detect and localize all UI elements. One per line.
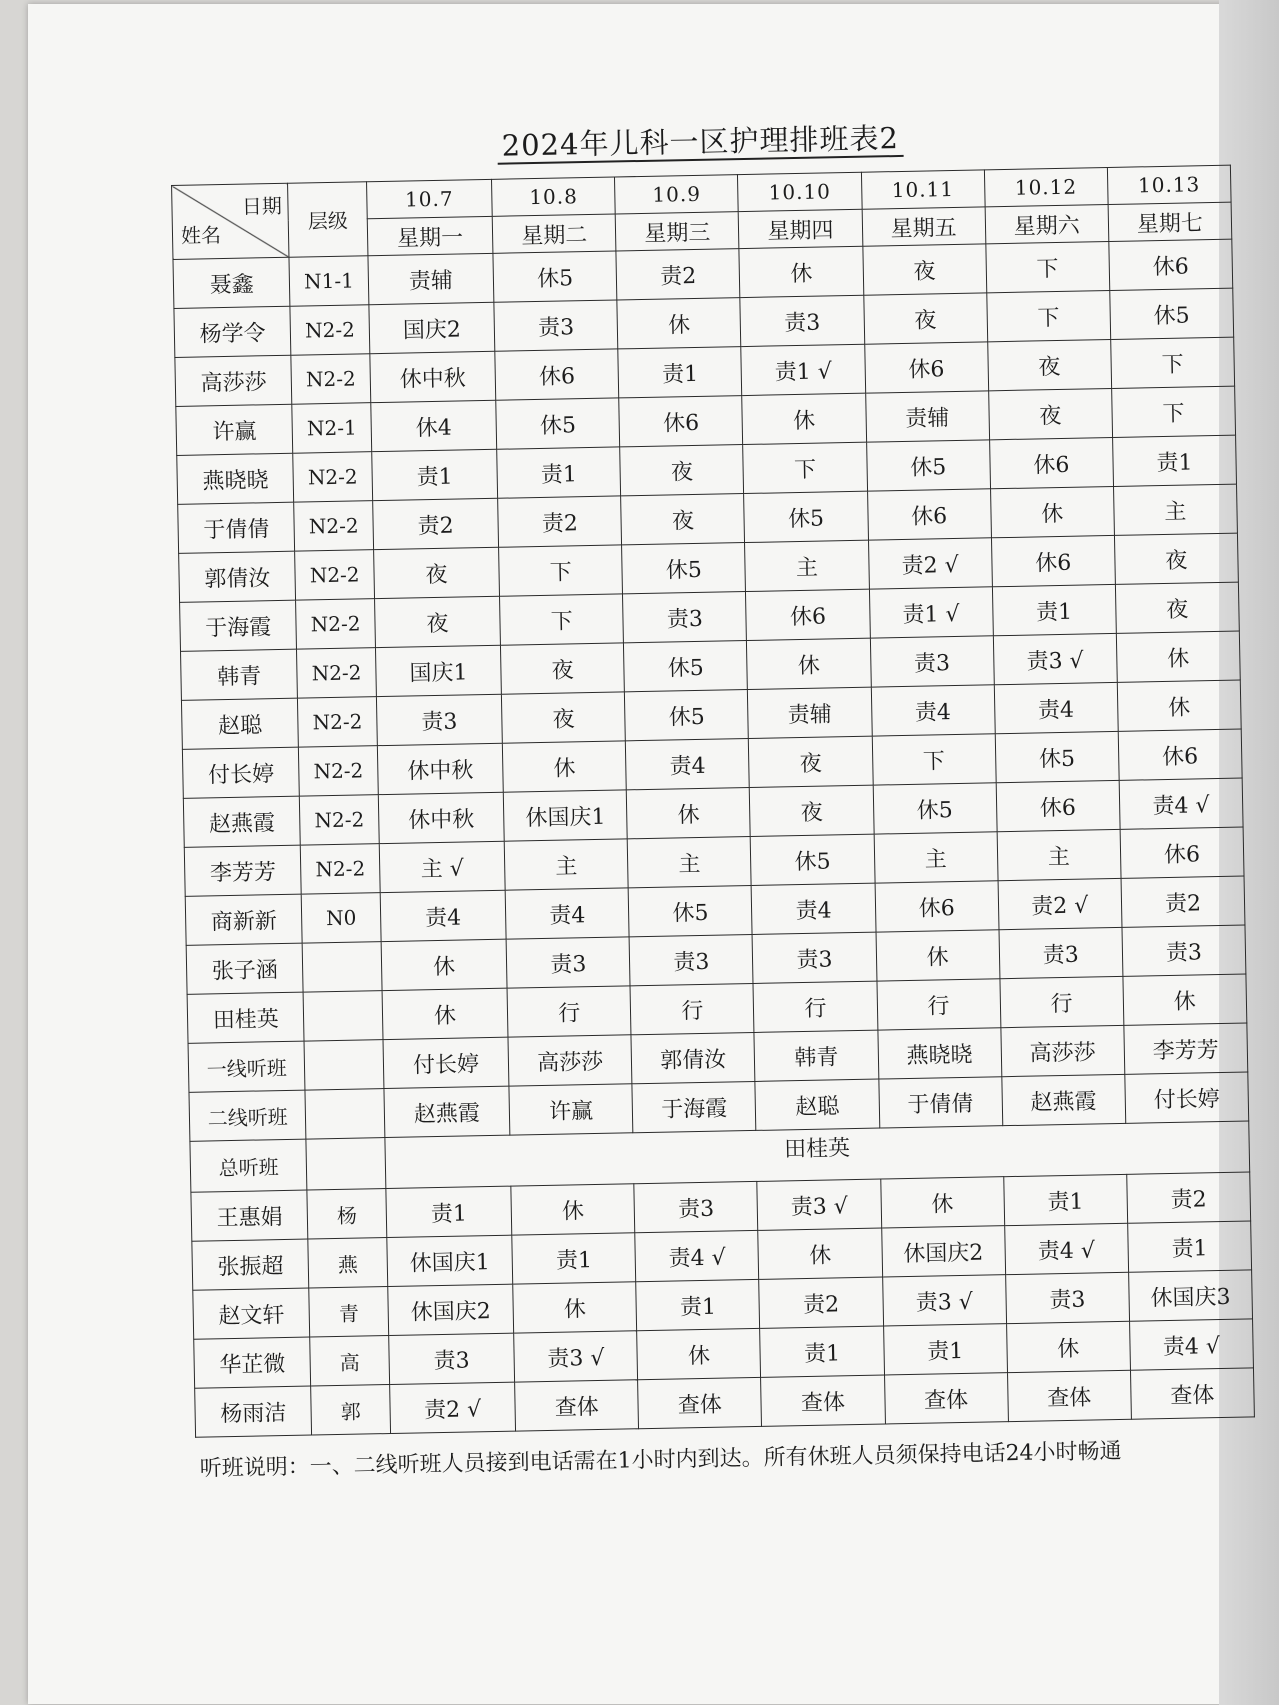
- oncall-line1-cell: 燕晓晓: [877, 1028, 1001, 1079]
- shift-cell: 休: [747, 638, 871, 689]
- shift-cell: 责4: [752, 883, 876, 934]
- shift-cell: 休: [990, 486, 1114, 537]
- mentor-group-cell: 燕: [308, 1238, 387, 1288]
- shift-cell: 责2: [1121, 876, 1245, 927]
- shift-cell: 责1: [992, 584, 1116, 635]
- shift-cell: 休: [758, 1228, 882, 1279]
- mentor-group-cell: 杨: [307, 1189, 386, 1239]
- shift-cell: 责2: [759, 1277, 883, 1328]
- shift-cell: 休6: [495, 349, 619, 400]
- shift-cell: 责1: [1112, 435, 1236, 486]
- staff-level-cell: N2-2: [295, 550, 374, 600]
- oncall-line1-cell: 高莎莎: [1001, 1025, 1125, 1076]
- shift-cell: 休: [382, 988, 508, 1039]
- shift-cell: 责1: [497, 447, 621, 498]
- shift-cell: 休6: [619, 396, 743, 447]
- staff-name-cell: 聂鑫: [173, 257, 290, 308]
- staff-name-cell: 商新新: [185, 894, 302, 945]
- weekday-cell: 星期一: [367, 216, 493, 255]
- document-title: 2024年儿科一区护理排班表2: [170, 110, 1231, 171]
- staff-level-cell: N2-2: [293, 452, 372, 502]
- shift-cell: 休中秋: [377, 743, 503, 794]
- shift-cell: 休: [1117, 680, 1241, 731]
- shift-cell: 责3: [629, 934, 753, 985]
- staff-name-cell: 杨学令: [174, 306, 291, 357]
- shift-cell: 责2 √: [868, 538, 992, 589]
- shift-cell: 责3: [388, 1333, 514, 1384]
- shift-cell: 责3: [506, 937, 630, 988]
- shift-cell: 主: [627, 836, 751, 887]
- shift-cell: 休国庆3: [1128, 1270, 1252, 1321]
- mentor-name-cell: 张振超: [192, 1239, 309, 1290]
- name-header-label: 姓名: [180, 223, 222, 248]
- shift-cell: 责1: [371, 449, 497, 500]
- date-header-label: 日期: [241, 193, 283, 219]
- shift-cell: 休6: [1118, 729, 1242, 780]
- staff-level-cell: N2-2: [300, 795, 379, 845]
- shift-cell: 行: [630, 983, 754, 1034]
- shift-cell: 休国庆1: [503, 790, 627, 841]
- staff-level-cell: [303, 991, 382, 1041]
- shift-cell: 休6: [989, 437, 1113, 488]
- oncall-line2-cell: 赵燕霞: [384, 1086, 510, 1137]
- oncall-line1-cell: 韩青: [754, 1030, 878, 1081]
- weekday-cell: 星期二: [492, 214, 616, 253]
- shift-cell: 主: [1113, 484, 1237, 535]
- shift-cell: 责1: [618, 347, 742, 398]
- shift-cell: 下: [1111, 386, 1235, 437]
- shift-cell: 休: [513, 1282, 637, 1333]
- shift-cell: 休6: [875, 881, 999, 932]
- shift-cell: 责1 √: [741, 344, 865, 395]
- shift-cell: 休5: [628, 885, 752, 936]
- shift-cell: 责3: [1122, 925, 1246, 976]
- mentor-group-cell: 高: [310, 1336, 389, 1386]
- oncall-line2-cell: 赵燕霞: [1001, 1074, 1125, 1125]
- oncall-total-cell: 田桂英: [385, 1121, 1250, 1189]
- shift-cell: 责2: [616, 249, 740, 300]
- shift-cell: 主: [504, 839, 628, 890]
- shift-cell: 休中秋: [370, 351, 496, 402]
- shift-cell: 下: [743, 442, 867, 493]
- oncall-line2-cell: 许赢: [509, 1084, 633, 1135]
- staff-name-cell: 郭倩汝: [179, 551, 296, 602]
- shift-cell: 夜: [862, 244, 986, 295]
- shift-cell: 查体: [515, 1380, 639, 1431]
- shift-cell: 休: [1123, 974, 1247, 1025]
- staff-name-cell: 韩青: [181, 649, 298, 700]
- oncall-line2-cell: 于倩倩: [878, 1077, 1002, 1128]
- shift-cell: 责4: [626, 739, 750, 790]
- shift-cell: 下: [499, 545, 623, 596]
- oncall-line2-label: 二线听班: [189, 1090, 306, 1141]
- shift-cell: 休国庆2: [388, 1284, 514, 1335]
- staff-name-cell: 赵聪: [181, 698, 298, 749]
- shift-cell: 休5: [751, 834, 875, 885]
- staff-name-cell: 张子涵: [186, 943, 303, 994]
- oncall-note: 听班说明：一、二线听班人员接到电话需在1小时内到达。所有休班人员须保持电话24小时畅通: [199, 1438, 1122, 1482]
- shift-cell: 下: [500, 594, 624, 645]
- shift-cell: 责辅: [865, 391, 989, 442]
- oncall-line1-cell: 郭倩汝: [631, 1032, 755, 1083]
- staff-name-cell: 李芳芳: [184, 845, 301, 896]
- date-cell: 10.8: [492, 177, 616, 216]
- staff-level-cell: [303, 942, 382, 992]
- mentor-name-cell: 杨雨洁: [195, 1386, 312, 1437]
- weekday-cell: 星期六: [985, 205, 1109, 244]
- staff-level-cell: N2-2: [290, 305, 369, 355]
- shift-cell: 责1: [760, 1326, 884, 1377]
- shift-cell: 休中秋: [378, 792, 504, 843]
- weekday-cell: 星期三: [615, 212, 739, 251]
- shift-cell: 休: [381, 939, 507, 990]
- staff-name-cell: 于海霞: [180, 600, 297, 651]
- oncall-line2-cell: 赵聪: [755, 1079, 879, 1130]
- staff-level-cell: N2-2: [291, 354, 370, 404]
- mentor-name-cell: 赵文轩: [193, 1288, 310, 1339]
- shift-cell: 责3: [870, 636, 994, 687]
- shift-cell: 休: [502, 741, 626, 792]
- shift-cell: 休: [617, 298, 741, 349]
- staff-level-cell: N2-2: [294, 501, 373, 551]
- shift-cell: 夜: [750, 785, 874, 836]
- shift-cell: 查体: [1007, 1370, 1131, 1421]
- weekday-cell: 星期四: [739, 209, 863, 248]
- shift-cell: 责3: [1005, 1272, 1129, 1323]
- shift-cell: 责3: [623, 592, 747, 643]
- shift-cell: 责1: [1127, 1221, 1251, 1272]
- shift-cell: 责4: [505, 888, 629, 939]
- staff-level-cell: N2-2: [299, 746, 378, 796]
- level-header-label: 层级: [288, 182, 368, 257]
- empty-cell: [304, 1040, 383, 1090]
- shift-cell: 责1: [512, 1233, 636, 1284]
- shift-cell: 责4: [994, 682, 1118, 733]
- shift-cell: 休国庆1: [387, 1235, 513, 1286]
- shift-cell: 休: [637, 1328, 761, 1379]
- staff-level-cell: N2-1: [292, 403, 371, 453]
- shift-cell: 责2: [1127, 1172, 1251, 1223]
- shift-cell: 夜: [1115, 582, 1239, 633]
- staff-level-cell: N2-2: [298, 697, 377, 747]
- shift-cell: 行: [507, 986, 631, 1037]
- date-cell: 10.12: [984, 168, 1108, 207]
- shift-cell: 休: [1006, 1321, 1130, 1372]
- shift-cell: 休5: [625, 690, 749, 741]
- shift-cell: 责4 √: [1004, 1223, 1128, 1274]
- shift-cell: 责3: [634, 1181, 758, 1232]
- shift-cell: 休5: [873, 783, 997, 834]
- shift-cell: 责4 √: [1119, 778, 1243, 829]
- oncall-line1-label: 一线听班: [188, 1041, 305, 1092]
- shift-cell: 夜: [502, 692, 626, 743]
- shift-cell: 查体: [1130, 1368, 1254, 1419]
- shift-cell: 国庆2: [369, 302, 495, 353]
- date-cell: 10.7: [366, 179, 492, 218]
- empty-cell: [306, 1138, 385, 1190]
- staff-level-cell: N2-2: [297, 648, 376, 698]
- staff-level-cell: N1-1: [289, 256, 368, 306]
- shift-cell: 休: [742, 393, 866, 444]
- shift-cell: 主: [745, 540, 869, 591]
- shift-cell: 休6: [746, 589, 870, 640]
- staff-level-cell: N0: [302, 893, 381, 943]
- shift-cell: 主 √: [379, 841, 505, 892]
- shift-cell: 休: [511, 1184, 635, 1235]
- oncall-line1-cell: 李芳芳: [1124, 1023, 1248, 1074]
- shift-cell: 夜: [749, 736, 873, 787]
- shift-cell: 责2: [372, 498, 498, 549]
- shift-cell: 夜: [863, 293, 987, 344]
- shift-cell: 责3 √: [514, 1331, 638, 1382]
- shift-cell: 休5: [866, 440, 990, 491]
- shift-cell: 责3 √: [882, 1275, 1006, 1326]
- shift-cell: 责2: [498, 496, 622, 547]
- staff-name-cell: 赵燕霞: [183, 796, 300, 847]
- date-cell: 10.10: [738, 172, 862, 211]
- shift-cell: 夜: [374, 596, 500, 647]
- mentor-group-cell: 青: [309, 1287, 388, 1337]
- date-cell: 10.13: [1107, 165, 1231, 204]
- staff-name-cell: 燕晓晓: [177, 453, 294, 504]
- shift-cell: 责1: [1003, 1174, 1127, 1225]
- staff-level-cell: N2-2: [301, 844, 380, 894]
- shift-cell: 休国庆2: [881, 1226, 1005, 1277]
- schedule-table: [171, 165, 1255, 1438]
- oncall-line2-cell: 于海霞: [632, 1081, 756, 1132]
- shift-cell: 休5: [744, 491, 868, 542]
- shift-cell: 夜: [988, 388, 1112, 439]
- shift-cell: 休4: [371, 400, 497, 451]
- oncall-total-label: 总听班: [190, 1139, 307, 1192]
- shift-cell: 行: [753, 981, 877, 1032]
- corner-header-cell: [172, 183, 290, 259]
- oncall-line1-cell: 付长婷: [383, 1037, 509, 1088]
- shift-cell: 责1: [636, 1279, 760, 1330]
- shift-cell: 下: [1110, 337, 1234, 388]
- shift-cell: 责1 √: [869, 587, 993, 638]
- shift-cell: 责4 √: [1129, 1319, 1253, 1370]
- staff-name-cell: 高莎莎: [175, 355, 292, 406]
- shift-cell: 责4 √: [635, 1230, 759, 1281]
- oncall-line1-cell: 高莎莎: [508, 1035, 632, 1086]
- shift-cell: 夜: [621, 494, 745, 545]
- staff-level-cell: N2-2: [296, 599, 375, 649]
- shift-cell: 责辅: [368, 253, 494, 304]
- shift-cell: 责2 √: [998, 878, 1122, 929]
- shift-cell: 责3: [740, 295, 864, 346]
- shift-cell: 夜: [1114, 533, 1238, 584]
- staff-name-cell: 田桂英: [187, 992, 304, 1043]
- shift-cell: 下: [985, 242, 1109, 293]
- shift-cell: 责4: [380, 890, 506, 941]
- schedule-document: [170, 110, 1256, 1483]
- shift-cell: 责3: [752, 932, 876, 983]
- shift-cell: 责1: [386, 1186, 512, 1237]
- date-cell: 10.9: [615, 175, 739, 214]
- shift-cell: 国庆1: [375, 645, 501, 696]
- shift-cell: 责2 √: [389, 1382, 515, 1433]
- shift-cell: 休6: [867, 489, 991, 540]
- shift-cell: 休6: [996, 780, 1120, 831]
- shift-cell: 责3: [494, 300, 618, 351]
- shift-cell: 行: [877, 979, 1001, 1030]
- shift-cell: 休5: [622, 543, 746, 594]
- shift-cell: 休5: [496, 398, 620, 449]
- empty-cell: [305, 1089, 384, 1139]
- shift-cell: 责1: [883, 1324, 1007, 1375]
- weekday-cell: 星期七: [1108, 202, 1232, 241]
- shift-cell: 休: [876, 930, 1000, 981]
- shift-cell: 责4: [871, 685, 995, 736]
- shift-cell: 休: [627, 787, 751, 838]
- shift-cell: 夜: [501, 643, 625, 694]
- shift-cell: 夜: [373, 547, 499, 598]
- shift-cell: 责3: [999, 927, 1123, 978]
- shift-cell: 下: [872, 734, 996, 785]
- shift-cell: 休6: [991, 535, 1115, 586]
- shift-cell: 责辅: [748, 687, 872, 738]
- shift-cell: 休: [1116, 631, 1240, 682]
- mentor-group-cell: 郭: [311, 1385, 390, 1435]
- shift-cell: 责3: [376, 694, 502, 745]
- shift-cell: 主: [874, 832, 998, 883]
- shift-cell: 休6: [1120, 827, 1244, 878]
- shift-cell: 主: [997, 829, 1121, 880]
- shift-cell: 休6: [1109, 239, 1233, 290]
- shift-cell: 休5: [995, 731, 1119, 782]
- shift-cell: 休5: [493, 251, 617, 302]
- shift-cell: 休: [739, 246, 863, 297]
- mentor-name-cell: 王惠娟: [191, 1190, 308, 1241]
- shift-cell: 查体: [761, 1375, 885, 1426]
- shift-cell: 休6: [864, 342, 988, 393]
- mentor-name-cell: 华芷微: [194, 1337, 311, 1388]
- shift-cell: 下: [986, 290, 1110, 341]
- shift-cell: 休5: [624, 641, 748, 692]
- shift-cell: 休5: [1110, 288, 1234, 339]
- staff-name-cell: 付长婷: [182, 747, 299, 798]
- shift-cell: 行: [1000, 976, 1124, 1027]
- shift-cell: 休: [880, 1177, 1004, 1228]
- date-cell: 10.11: [861, 170, 985, 209]
- shift-cell: 查体: [884, 1373, 1008, 1424]
- shift-cell: 责3 √: [757, 1179, 881, 1230]
- shift-cell: 夜: [987, 339, 1111, 390]
- shift-cell: 查体: [638, 1377, 762, 1428]
- staff-name-cell: 于倩倩: [178, 502, 295, 553]
- shift-cell: 夜: [620, 445, 744, 496]
- weekday-cell: 星期五: [862, 207, 986, 246]
- shift-cell: 责3 √: [993, 633, 1117, 684]
- oncall-line2-cell: 付长婷: [1125, 1072, 1249, 1123]
- staff-name-cell: 许赢: [176, 404, 293, 455]
